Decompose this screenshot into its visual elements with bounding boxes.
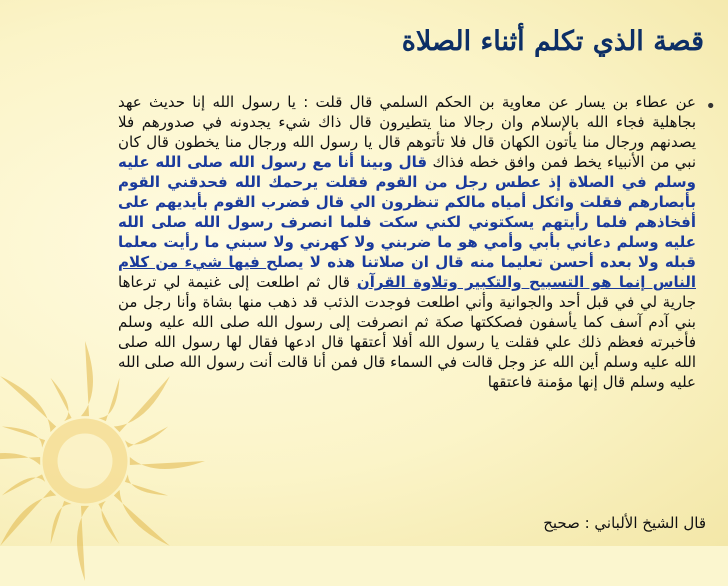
body-segment-4: ان صلاتنا هذه لا يصلح xyxy=(266,253,429,271)
bullet-marker: • xyxy=(705,96,716,117)
body-segment-2: ما ضربني ولا كهرني ولا سبني ما رأيت معلما قبله ولا بعده أحسن تعليما منه xyxy=(118,233,696,271)
body-segment-5: فيها شيء من كلام الناس إنما هو التسبيح والتكبير وتلاوة القرآن xyxy=(118,253,696,291)
sun-ray xyxy=(0,490,56,546)
body-segment-3: قال xyxy=(428,253,471,271)
sun-ray xyxy=(114,490,170,546)
sun-ray xyxy=(2,474,45,495)
sun-ray xyxy=(125,474,168,495)
sun-ray xyxy=(130,457,205,469)
body-segment-1: قال وبينا أنا مع رسول الله صلى الله عليه وسلم في الصلاة إذ عطس رجل من القوم فقلت يرحمك الله فحدقني القوم بأبصارهم فقلت واثكل أمياه مالكم تنظرون الي قال فضرب القوم بأيديهم على أفخاذهم فلما رأيتهم يسكتوني لكني سكت فلما انصرف رسول الله صلى الله عليه وسلم دعاني بأبي وأمي هو xyxy=(118,153,697,251)
source-attribution: قال الشيخ الألباني : صحيح xyxy=(543,514,706,532)
sun-ray xyxy=(98,501,119,544)
sun-ray xyxy=(0,376,56,432)
sun-ray xyxy=(98,378,119,421)
hadith-text xyxy=(118,92,696,392)
sun-ray xyxy=(77,506,89,581)
body-segment-0: عن عطاء بن يسار عن معاوية بن الحكم السلمي قال قلت : يا رسول الله إنا حديث عهد بجاهلية فجاء الله بالإسلام وان رجالا منا يتطيرون قال ذاك شيء يجدونه في صدورهم فلا يصدنهم ورجال منا يأتون الكهان قال فلا تأتوهم قال يا رسول الله ورجال منا يخطون قال كان نبي من الأنبياء يخط فمن وافق خطه فذاك xyxy=(118,93,696,171)
sun-ray xyxy=(125,427,168,448)
slide-title: قصة الذي تكلم أثناء الصلاة xyxy=(401,26,704,57)
sun-ray xyxy=(51,378,72,421)
body-segment-6: قال ثم اطلعت إلى غنيمة لي ترعاها جارية لي في قبل أحد والجوانية وأني اطلعت فوجدت الذئب قد ذهب منها بشاة وأنا رجل من بني آدم آسف كما يأسفون فصككتها صكة ثم انصرفت إلى رسول الله صلى الله عليه وسلم فأخبرته فعظم ذلك علي فقلت يا رسول الله أفلا أعتقها قال ادعها فقال لها رسول الله صلى الله عليه وسلم أين الله عز وجل قالت في السماء قال فمن أنا قالت أنت رسول الله صلى الله عليه وسلم قال إنها مؤمنة فاعتقها xyxy=(118,273,696,391)
sun-ray xyxy=(2,427,45,448)
sun-ray xyxy=(81,341,93,416)
sun-ray xyxy=(0,453,40,465)
sun-ray xyxy=(51,501,72,544)
